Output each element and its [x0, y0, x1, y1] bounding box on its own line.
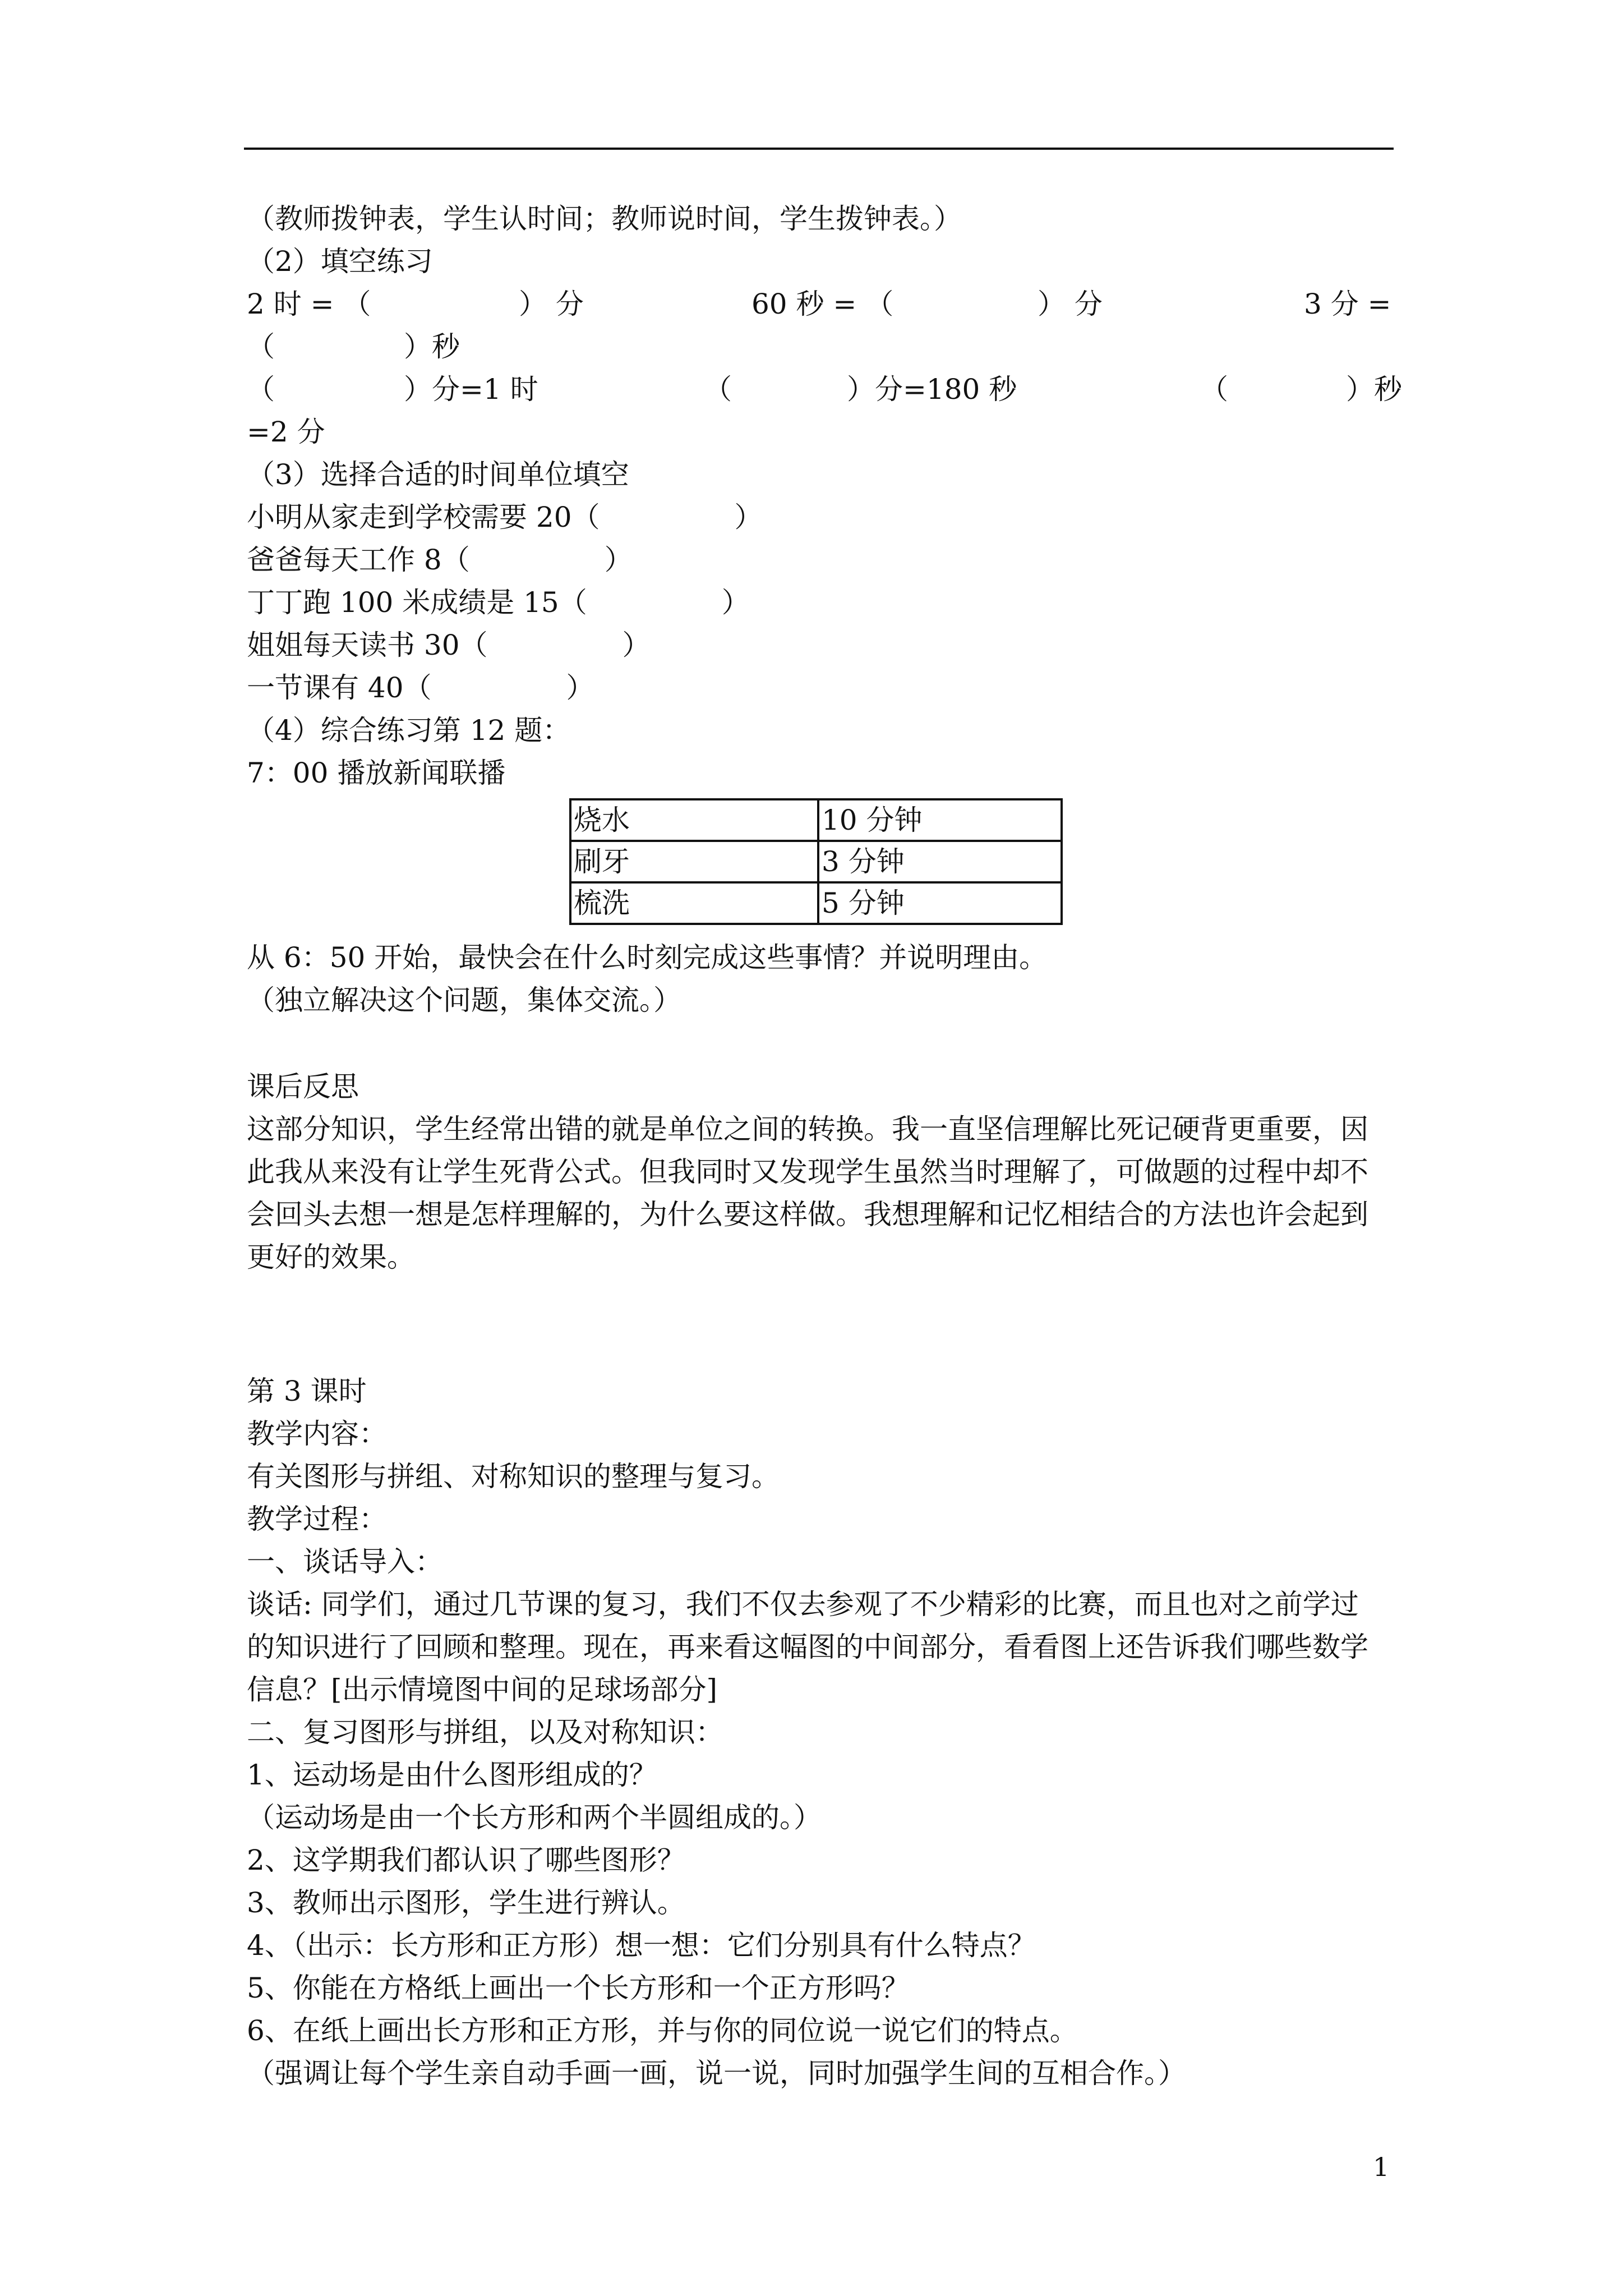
text-line: 一、谈话导入：: [247, 1545, 443, 1578]
paragraph-line: 这部分知识，学生经常出错的就是单位之间的转换。我一直坚信理解比死记硬背更重要，因: [247, 1113, 1368, 1145]
unit-question-4: [247, 627, 651, 663]
table-row: [570, 799, 1062, 841]
unit-question-5: [247, 670, 594, 706]
question-paren: ）: [566, 671, 594, 704]
fill-blank-6b: ）秒: [1346, 373, 1402, 406]
question-paren: ）: [721, 586, 750, 619]
text-line: 4、（出示：长方形和正方形）想一想：它们分别具有什么特点？: [247, 1929, 1036, 1962]
question-text: 丁丁跑 100 米成绩是 15（: [247, 586, 587, 619]
table-cell-task: 刷牙: [570, 841, 818, 882]
fill-blank-5b: ）分=180 秒: [847, 373, 1017, 406]
table-row: [570, 841, 1062, 882]
header-rule: [244, 148, 1394, 150]
fill-blank-3b-close: ）秒: [404, 330, 460, 363]
page-number: 1: [1373, 2152, 1390, 2182]
table-cell-task: 梳洗: [570, 882, 818, 924]
text-line: （3）选择合适的时间单位填空: [247, 458, 629, 491]
fill-blank-4a: （: [247, 373, 275, 406]
fill-blank-5a: （: [704, 373, 732, 406]
text-line: 1、运动场是由什么图形组成的？: [247, 1759, 657, 1791]
paragraph-line: 信息？[出示情境图中间的足球场部分]: [247, 1673, 718, 1706]
unit-question-2: [247, 542, 633, 578]
question-paren: ）: [734, 501, 763, 533]
table-cell-time: 5 分钟: [818, 882, 1062, 924]
text-line: 从 6：50 开始，最快会在什么时刻完成这些事情？并说明理由。: [247, 941, 1048, 974]
text-line: 教学内容：: [247, 1418, 387, 1450]
fill-blank-6a: （: [1200, 373, 1228, 406]
paragraph-line: 更好的效果。: [247, 1241, 415, 1273]
paragraph-line: 会回头去想一想是怎样理解的，为什么要这样做。我想理解和记忆相结合的方法也许会起到: [247, 1198, 1368, 1231]
task-time-table: [569, 798, 1063, 925]
section-heading: 第 3 课时: [247, 1375, 367, 1407]
paragraph-line: 谈话: 同学们，通过几节课的复习，我们不仅去参观了不少精彩的比赛，而且也对之前学过: [247, 1588, 1359, 1621]
question-text: 一节课有 40（: [247, 671, 432, 704]
question-paren: ）: [622, 629, 651, 661]
question-paren: ）: [604, 544, 633, 576]
text-line: （强调让每个学生亲自动手画一画，说一说，同时加强学生间的互相合作。）: [247, 2057, 1186, 2090]
question-text: 爸爸每天工作 8（: [247, 544, 470, 576]
question-text: 小明从家走到学校需要 20（: [247, 501, 600, 533]
fill-blank-3b-open: （: [247, 330, 275, 363]
text-line: 教学过程：: [247, 1503, 387, 1535]
paragraph-line: 的知识进行了回顾和整理。现在，再来看这幅图的中间部分，看看图上还告诉我们哪些数学: [247, 1631, 1368, 1663]
text-line: =2 分: [247, 416, 325, 448]
text-line: （运动场是由一个长方形和两个半圆组成的。）: [247, 1801, 822, 1834]
fill-blank-1b: ） 分: [519, 288, 584, 320]
fill-blank-2a: 60 秒 = （: [751, 288, 894, 320]
text-line: 2、这学期我们都认识了哪些图形？: [247, 1844, 685, 1876]
text-line: 二、复习图形与拼组，以及对称知识：: [247, 1716, 723, 1749]
unit-question-1: [247, 499, 763, 535]
table-cell-task: 烧水: [570, 799, 818, 841]
text-line: （独立解决这个问题，集体交流。）: [247, 984, 681, 1016]
paragraph-line: 此我从来没有让学生死背公式。但我同时又发现学生虽然当时理解了，可做题的过程中却不: [247, 1156, 1368, 1188]
unit-question-3: [247, 585, 750, 620]
fill-blank-1a: 2 时 = （: [247, 288, 371, 320]
fill-blank-4b: ）分=1 时: [404, 373, 538, 406]
fill-blank-2b: ） 分: [1038, 288, 1103, 320]
text-line: 3、教师出示图形，学生进行辨认。: [247, 1887, 685, 1919]
text-line: 7：00 播放新闻联播: [247, 757, 506, 789]
text-line: （2）填空练习: [247, 245, 433, 278]
table-cell-time: 10 分钟: [818, 799, 1062, 841]
text-line: 5、你能在方格纸上画出一个长方形和一个正方形吗？: [247, 1972, 910, 2004]
table-row: [570, 882, 1062, 924]
fill-blank-3a: 3 分 =: [1304, 288, 1391, 320]
section-heading: 课后反思: [247, 1070, 359, 1103]
text-line: 6、在纸上画出长方形和正方形，并与你的同位说一说它们的特点。: [247, 2014, 1078, 2047]
text-line: （4）综合练习第 12 题：: [247, 714, 571, 747]
table-cell-time: 3 分钟: [818, 841, 1062, 882]
text-line: 有关图形与拼组、对称知识的整理与复习。: [247, 1460, 780, 1493]
question-text: 姐姐每天读书 30（: [247, 629, 488, 661]
text-line: （教师拨钟表，学生认时间；教师说时间，学生拨钟表。）: [247, 203, 962, 235]
